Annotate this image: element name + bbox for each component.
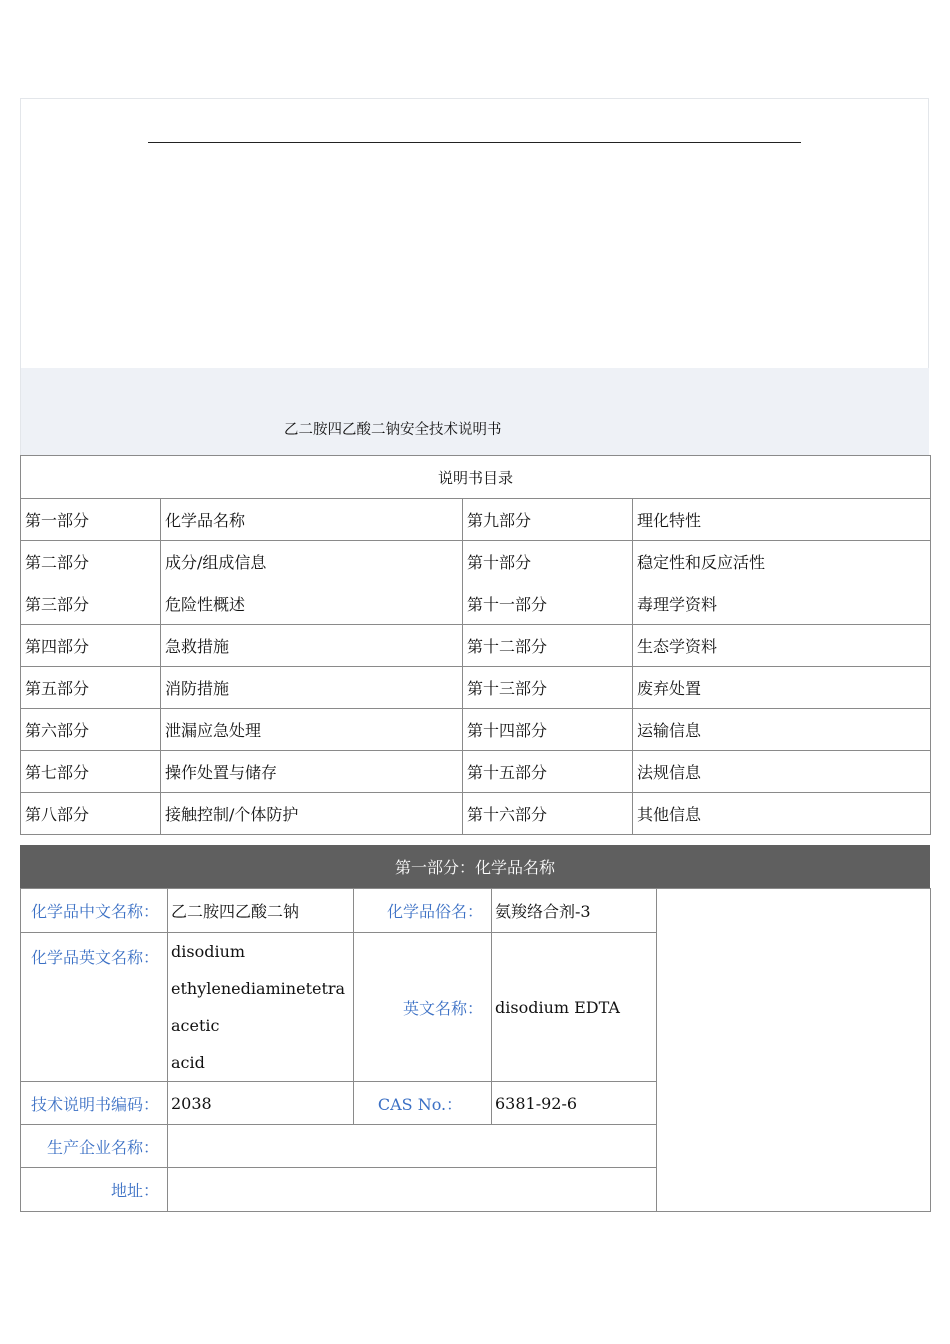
toc-section-link[interactable]: 消防措施 [161, 667, 463, 709]
toc-heading: 说明书目录 [21, 456, 931, 499]
cn-name-label: 化学品中文名称： [21, 889, 168, 933]
toc-part: 第九部分 [463, 499, 633, 541]
toc-part: 第十部分 [463, 541, 633, 583]
toc-row [21, 667, 931, 709]
toc-row [21, 499, 931, 541]
en-alias-value: disodium EDTA [492, 933, 657, 1082]
toc-table [20, 455, 931, 835]
manufacturer-label: 生产企业名称： [21, 1125, 168, 1168]
toc-part: 第十五部分 [463, 751, 633, 793]
toc-part: 第五部分 [21, 667, 161, 709]
info-row [21, 889, 931, 933]
cn-name-value: 乙二胺四乙酸二钠 [168, 889, 354, 933]
toc-section-link[interactable]: 生态学资料 [633, 625, 931, 667]
en-name-line: acid [171, 1053, 205, 1072]
toc-section-link[interactable]: 运输信息 [633, 709, 931, 751]
toc-section-link[interactable]: 法规信息 [633, 751, 931, 793]
section-heading-bar [20, 845, 930, 888]
toc-section-link[interactable]: 稳定性和反应活性 [633, 541, 931, 583]
address-label: 地址： [21, 1168, 168, 1212]
toc-section-link[interactable]: 理化特性 [633, 499, 931, 541]
toc-part: 第十一部分 [463, 583, 633, 625]
toc-heading-row [21, 456, 931, 499]
en-alias-label: 英文名称： [354, 933, 492, 1082]
toc-row [21, 625, 931, 667]
toc-row [21, 709, 931, 751]
toc-row [21, 751, 931, 793]
toc-section-link[interactable]: 毒理学资料 [633, 583, 931, 625]
en-name-label: 化学品英文名称： [21, 933, 168, 1082]
toc-part: 第四部分 [21, 625, 161, 667]
toc-part: 第十四部分 [463, 709, 633, 751]
toc-section-link[interactable]: 危险性概述 [161, 583, 463, 625]
cas-label: CAS No.： [354, 1082, 492, 1125]
toc-part: 第七部分 [21, 751, 161, 793]
toc-part: 第三部分 [21, 583, 161, 625]
toc-part: 第八部分 [21, 793, 161, 835]
toc-part: 第一部分 [21, 499, 161, 541]
toc-section-link[interactable]: 泄漏应急处理 [161, 709, 463, 751]
toc-part: 第十二部分 [463, 625, 633, 667]
code-value: 2038 [168, 1082, 354, 1125]
en-name-line: disodium [171, 942, 246, 961]
toc-row [21, 541, 931, 583]
document-title: 乙二胺四乙酸二钠安全技术说明书 [284, 422, 502, 438]
toc-row [21, 793, 931, 835]
toc-part: 第十六部分 [463, 793, 633, 835]
common-name-value: 氨羧络合剂-3 [492, 889, 657, 933]
toc-section-link[interactable]: 其他信息 [633, 793, 931, 835]
manufacturer-value [168, 1125, 657, 1168]
section-heading: 第一部分：化学品名称 [394, 858, 555, 877]
toc-part: 第六部分 [21, 709, 161, 751]
header-rule [148, 142, 801, 143]
toc-section-link[interactable]: 化学品名称 [161, 499, 463, 541]
en-name-value [168, 933, 354, 1082]
toc-part: 第十三部分 [463, 667, 633, 709]
en-name-line: ethylenediaminetetraacetic [171, 979, 346, 1035]
toc-section-link[interactable]: 急救措施 [161, 625, 463, 667]
address-value [168, 1168, 657, 1212]
blank-side-cell [657, 889, 931, 1212]
code-label: 技术说明书编码： [21, 1082, 168, 1125]
chemical-name-table [20, 888, 931, 1212]
common-name-label: 化学品俗名： [354, 889, 492, 933]
toc-section-link[interactable]: 接触控制/个体防护 [161, 793, 463, 835]
toc-row [21, 583, 931, 625]
toc-part: 第二部分 [21, 541, 161, 583]
toc-section-link[interactable]: 操作处置与储存 [161, 751, 463, 793]
toc-section-link[interactable]: 废弃处置 [633, 667, 931, 709]
title-band [21, 368, 929, 455]
cas-value: 6381-92-6 [492, 1082, 657, 1125]
toc-section-link[interactable]: 成分/组成信息 [161, 541, 463, 583]
